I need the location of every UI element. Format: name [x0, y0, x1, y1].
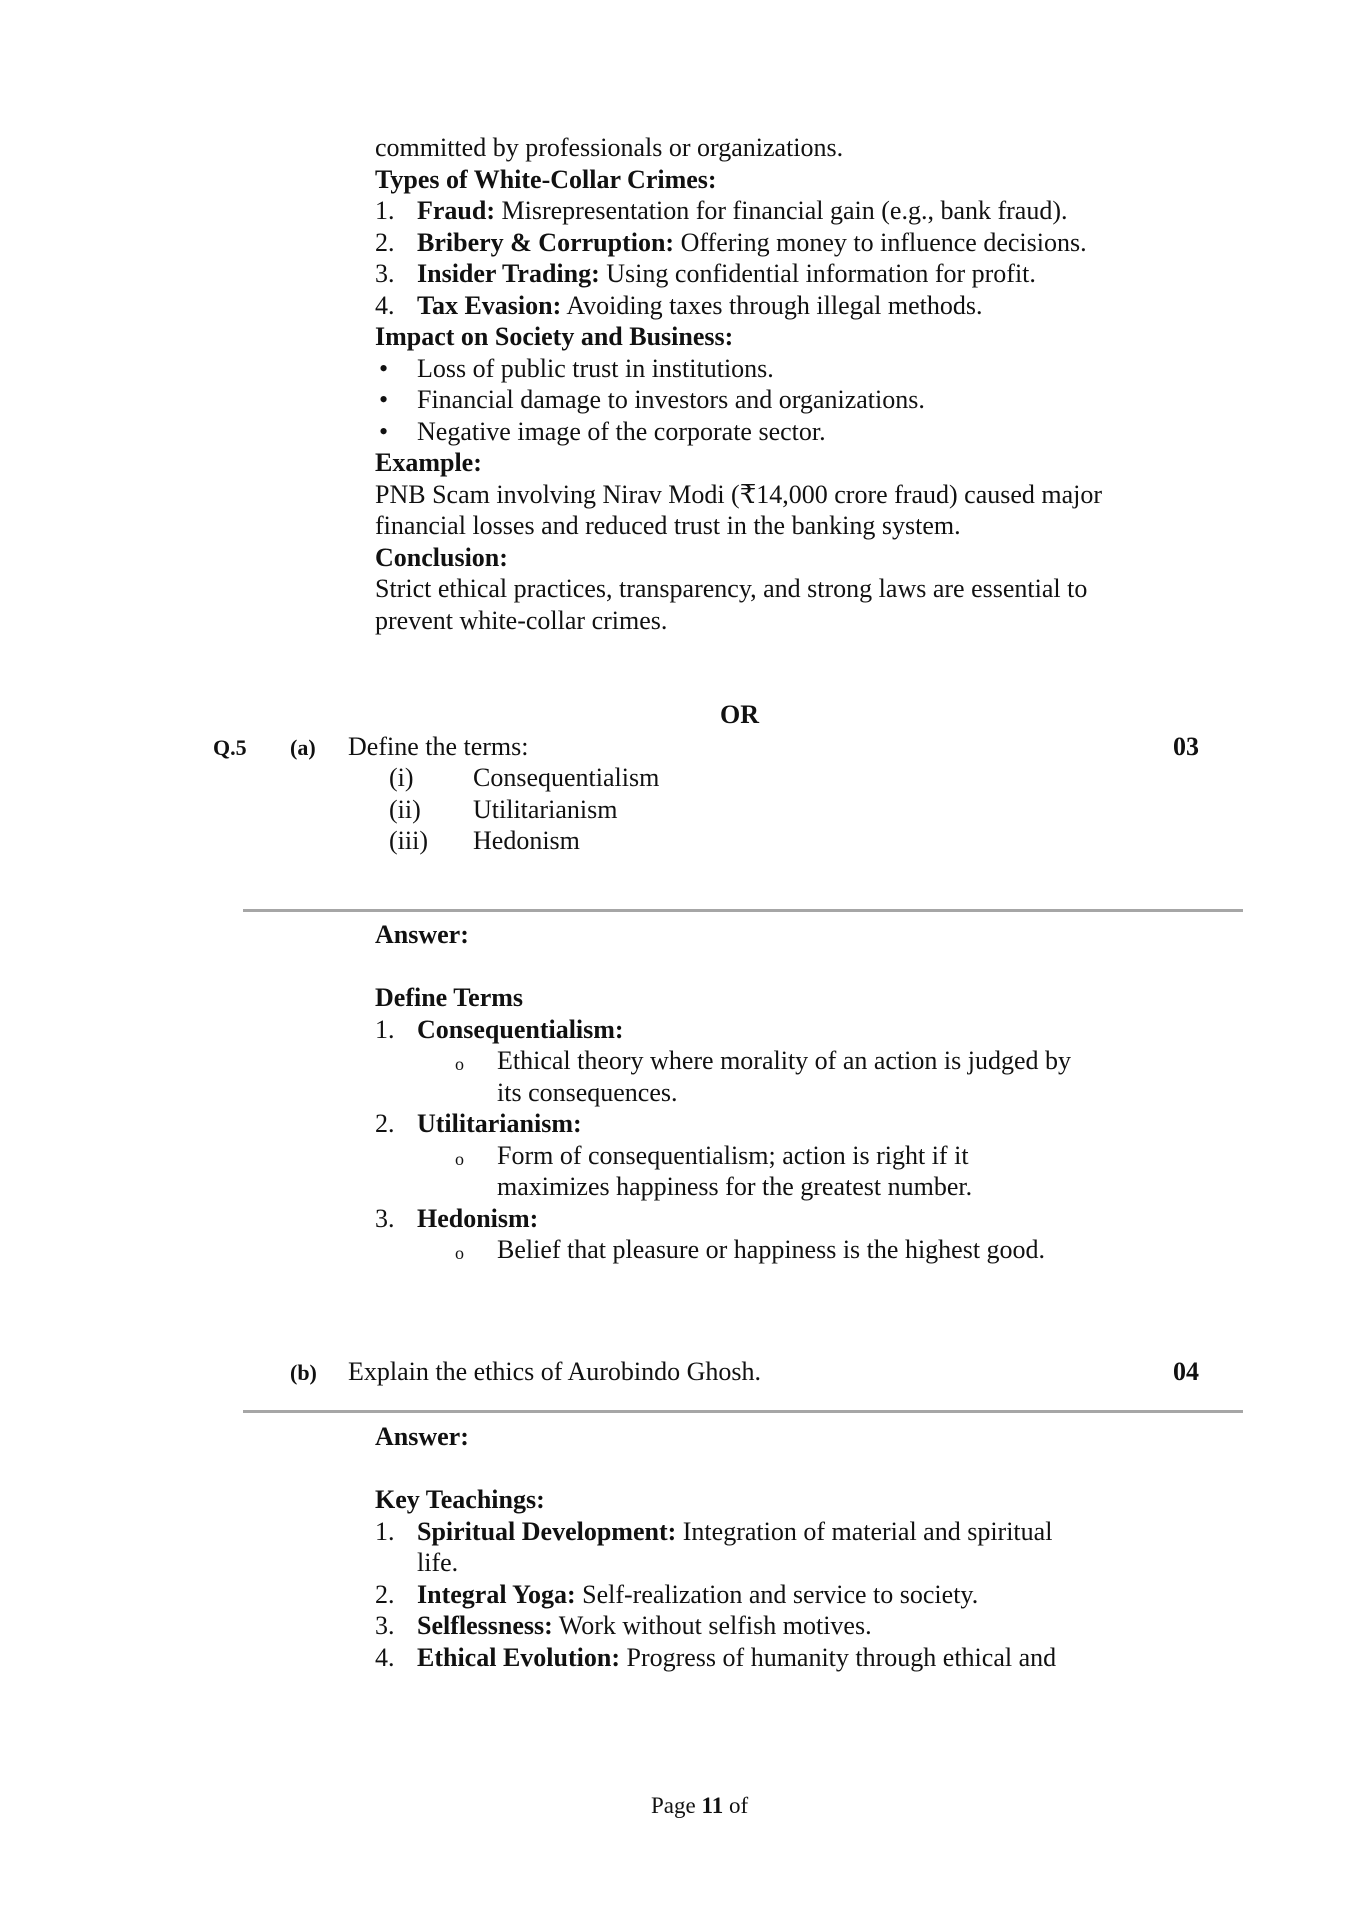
page-suffix: of — [723, 1793, 749, 1818]
list-item: (i) Consequentialism — [389, 763, 660, 792]
bullet-icon: • — [379, 416, 389, 446]
circle-bullet-icon: o — [455, 1148, 464, 1169]
list-item: 4. Ethical Evolution: Progress of humanity through ethical and — [375, 1642, 1057, 1672]
list-item: 3. Selflessness: Work without selfish motives. — [375, 1611, 872, 1640]
terms-list — [389, 762, 659, 857]
list-item: • Negative image of the corporate sector. — [375, 416, 1195, 448]
teachings-heading: Key Teachings: — [375, 1485, 545, 1514]
conclusion-text: prevent white-collar crimes. — [375, 605, 668, 635]
page-footer — [651, 1790, 748, 1821]
bullet-icon: • — [379, 385, 389, 414]
answer-label: Answer: — [375, 1422, 469, 1451]
page-prefix: Page — [651, 1793, 702, 1818]
intro-text: committed by professionals or organizations. — [375, 133, 844, 162]
list-item: (ii) Utilitarianism — [389, 794, 618, 824]
conclusion-text: Strict ethical practices, transparency, and strong laws are essential to — [375, 574, 1088, 603]
example-text: financial losses and reduced trust in the banking system. — [375, 511, 961, 540]
types-heading: Types of White-Collar Crimes: — [375, 164, 717, 194]
part-b-marks: 04 — [1173, 1357, 1199, 1386]
bullet-icon: • — [379, 353, 389, 383]
list-item: • Financial damage to investors and organizations. — [375, 384, 1195, 416]
impact-heading: Impact on Society and Business: — [375, 322, 734, 351]
list-item: 2. Utilitarianism: — [375, 1109, 582, 1138]
divider — [243, 909, 1243, 912]
impact-list — [375, 353, 1195, 448]
part-a-question: Define the terms: — [348, 732, 529, 761]
or-label: OR — [720, 700, 759, 729]
white-collar-section — [375, 132, 1195, 636]
answer-label: Answer: — [375, 920, 469, 949]
answer-a-body — [375, 982, 1195, 1270]
conclusion-heading: Conclusion: — [375, 542, 508, 572]
list-item: 2. Integral Yoga: Self-realization and service to society. — [375, 1579, 979, 1609]
sub-item: o Form of consequentialism; action is right if it maximizes happiness for the greatest number. — [455, 1140, 973, 1201]
divider — [243, 1410, 1243, 1413]
part-a-marks: 03 — [1173, 732, 1199, 761]
circle-bullet-icon: o — [455, 1054, 464, 1074]
list-item: 2. Bribery & Corruption: Offering money to influence decisions. — [375, 227, 1087, 257]
question-number: Q.5 — [213, 735, 247, 760]
example-text: PNB Scam involving Nirav Modi (₹14,000 crore fraud) caused major — [375, 479, 1103, 509]
list-item: 1. Fraud: Misrepresentation for financial gain (e.g., bank fraud). — [375, 196, 1068, 225]
list-item: 4. Tax Evasion: Avoiding taxes through illegal methods. — [375, 290, 983, 320]
sub-item: o Ethical theory where morality of an action is judged by its consequences. — [455, 1046, 1071, 1107]
list-item: 3. Insider Trading: Using confidential information for profit. — [375, 259, 1036, 288]
list-item: 1. Consequentialism: — [375, 1014, 624, 1044]
page-number: 11 — [701, 1793, 724, 1818]
list-item: 3. Hedonism: — [375, 1203, 539, 1233]
list-item: (iii) Hedonism — [389, 826, 580, 855]
sub-item: o Belief that pleasure or happiness is the highest good. — [375, 1234, 1195, 1270]
answer-heading: Define Terms — [375, 983, 524, 1012]
part-a-label: (a) — [290, 735, 316, 760]
part-b-question: Explain the ethics of Aurobindo Ghosh. — [348, 1357, 762, 1386]
example-heading: Example: — [375, 448, 482, 477]
part-b-label: (b) — [290, 1360, 317, 1385]
list-item: • Loss of public trust in institutions. — [375, 353, 1195, 385]
list-item: 1. Spiritual Development: Integration of material and spiritual life. — [375, 1516, 1053, 1577]
circle-bullet-icon: o — [455, 1243, 464, 1263]
answer-b-body — [375, 1484, 1195, 1673]
types-list — [375, 195, 1195, 321]
